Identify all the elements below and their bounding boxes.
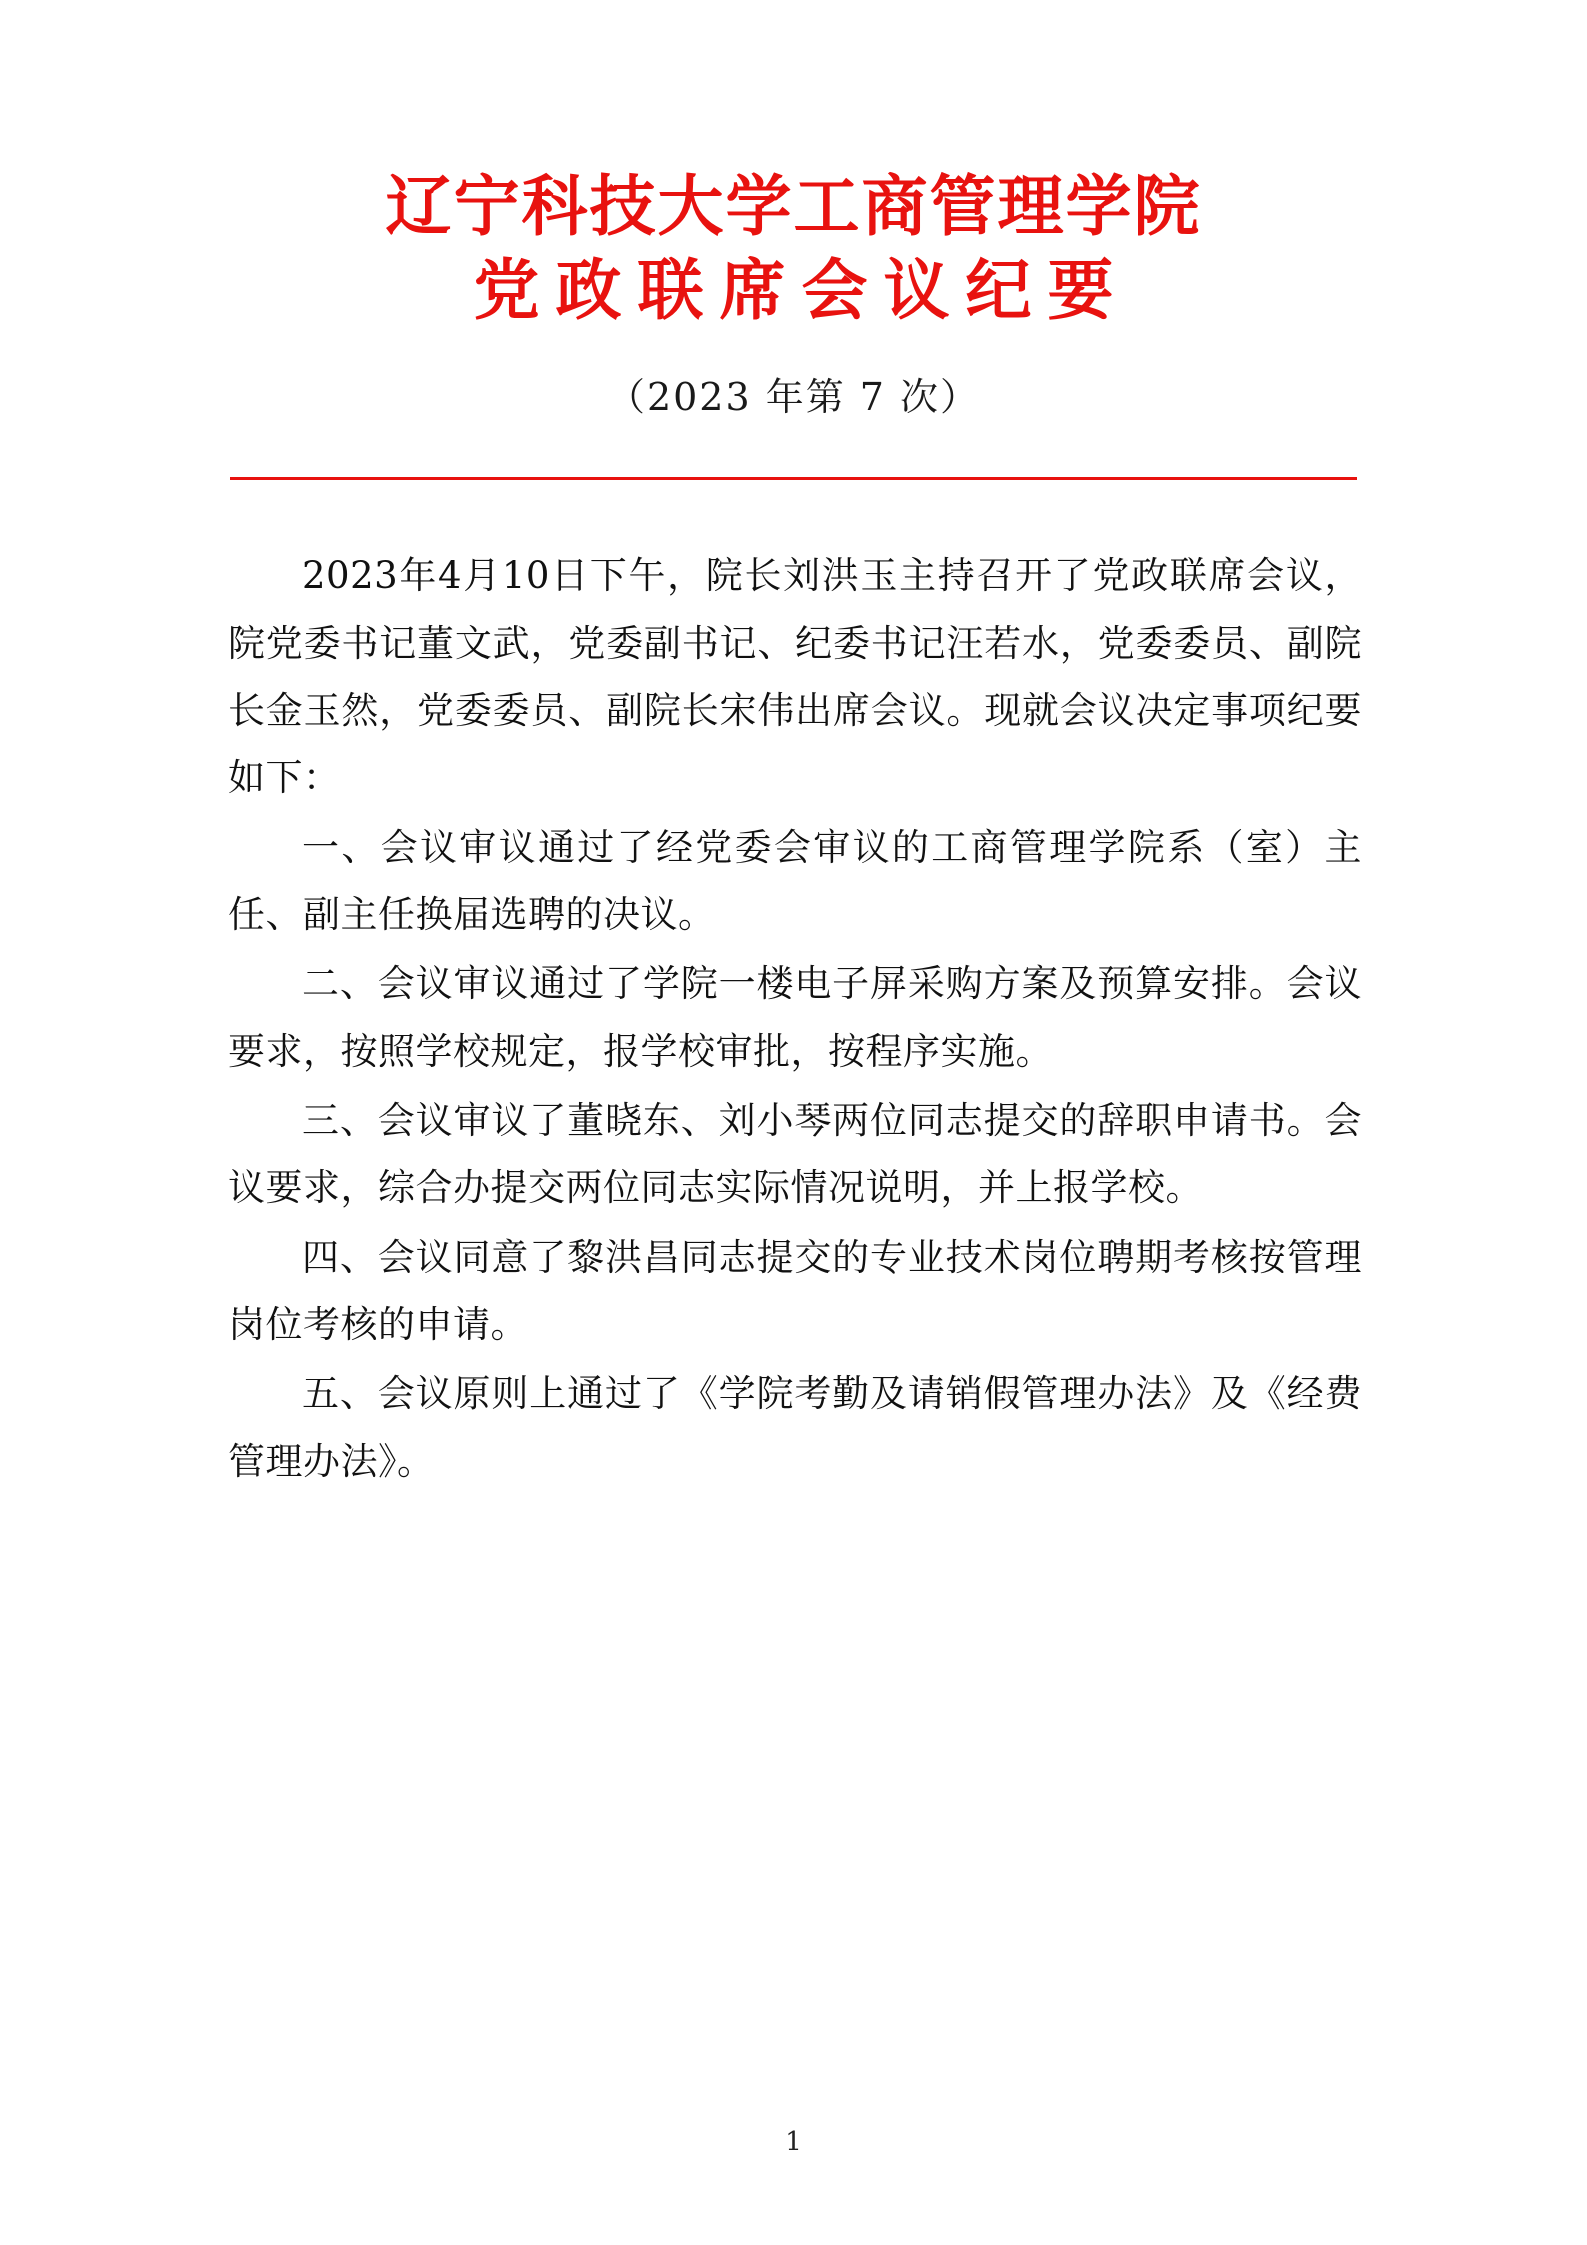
page-number: 1: [785, 2127, 802, 2157]
body-paragraph: 二、会议审议通过了学院一楼电子屏采购方案及预算安排。会议要求，按照学校规定，报学校审批，按程序实施。: [228, 962, 1362, 1073]
document-body: [228, 542, 1362, 1495]
body-paragraph: 四、会议同意了黎洪昌同志提交的专业技术岗位聘期考核按管理岗位考核的申请。: [228, 1235, 1362, 1347]
body-paragraph: 三、会议审议了董晓东、刘小琴两位同志提交的辞职申请书。会议要求，综合办提交两位同志实际情况说明，并上报学校。: [228, 1099, 1362, 1210]
body-paragraph: 2023年4月10日下午，院长刘洪玉主持召开了党政联席会议，院党委书记董文武，党委副书记、纪委书记汪若水，党委委员、副院长金玉然，党委委员、副院长宋伟出席会议。现就会议决定事项纪要如下：: [228, 554, 1362, 800]
document-title-line-1: 辽宁科技大学工商管理学院: [385, 168, 1202, 245]
document-title-line-2: 党政联席会议纪要: [473, 251, 1130, 329]
header-divider-rule: [230, 477, 1357, 480]
body-paragraph: 五、会议原则上通过了《学院考勤及请销假管理办法》及《经费管理办法》。: [228, 1372, 1362, 1483]
document-issue-number: （2023 年第 7 次）: [606, 375, 981, 420]
document-header: [0, 0, 1587, 421]
body-paragraph: 一、会议审议通过了经党委会审议的工商管理学院系（室）主任、副主任换届选聘的决议。: [228, 825, 1362, 937]
